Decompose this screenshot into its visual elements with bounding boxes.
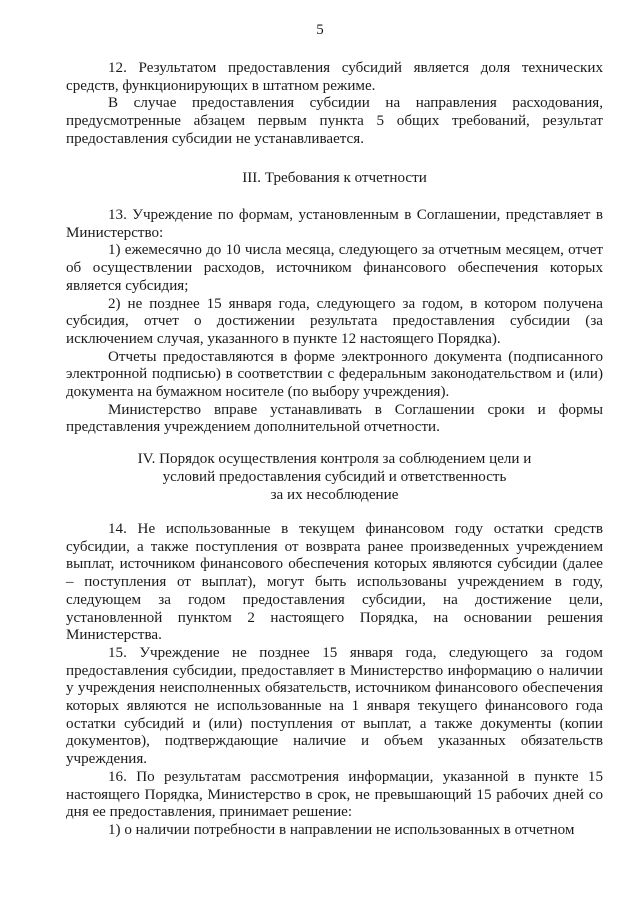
- paragraph-block-control: [66, 521, 603, 840]
- paragraph-12-note: В случае предоставления субсидии на направления расходования, предусмотренные абзацем первым пункта 5 общих требований, результат предоставления субсидии не устанавливается.: [66, 95, 603, 147]
- section-4-title-line-3: за их несоблюдение: [270, 486, 399, 503]
- paragraph-16: 16. По результатам рассмотрения информации, указанной в пункте 15 настоящего Порядка, Министерство в срок, не превышающий 15 рабочих дней со дня ее предоставления, принимает решение:: [66, 768, 603, 821]
- paragraph-14: 14. Не использованные в текущем финансовом году остатки средств субсидии, а также поступления от возврата ранее произведенных учреждением выплат, источником финансового обеспечения которых являются субсидии (далее – поступления от выплат), могут быть использованы учреждением в году, следующем за годом предоставления субсидии, на достижение цели, установленной пунктом 2 настоящего Порядка, на основании решения Министерства.: [66, 521, 603, 644]
- paragraph-13: 13. Учреждение по формам, установленным в Соглашении, представляет в Министерство:: [66, 207, 603, 241]
- section-4-title-line-2: условий предоставления субсидий и ответственность: [162, 468, 507, 485]
- paragraph-15: 15. Учреждение не позднее 15 января года, следующего за годом предоставления субсидии, предоставляет в Министерство информацию о наличии у учреждения неисполненных обязательств, источником финансового обеспечения которых являются не использованные на 1 января текущего финансового года остатки субсидий и (или) поступления от выплат, а также документы (копии документов), подтверждающие наличие и объем указанных обязательств учреждения.: [66, 644, 603, 768]
- section-3-heading: [66, 170, 603, 188]
- paragraph-13-item-2: 2) не позднее 15 января года, следующего за годом, в котором получена субсидия, отчет о достижении результата предоставления субсидии (за исключением случая, указанного в пункте 12 настоящего Порядка).: [66, 295, 603, 347]
- section-4-title-line-1: IV. Порядок осуществления контроля за соблюдением цели и: [137, 451, 532, 467]
- page-number: 5: [316, 22, 324, 38]
- paragraph-block-results: [66, 60, 603, 149]
- paragraph-block-reporting: [66, 207, 603, 437]
- paragraph-additional-reporting: Министерство вправе устанавливать в Соглашении сроки и формы представления учреждением дополнительной отчетности.: [66, 401, 603, 436]
- paragraph-16-item-1: 1) о наличии потребности в направлении не использованных в отчетном: [108, 821, 575, 838]
- paragraph-13-item-1: 1) ежемесячно до 10 числа месяца, следующего за отчетным месяцем, отчет об осуществлении расходов, источником финансового обеспечения которых является субсидия;: [66, 242, 603, 294]
- section-4-heading: [66, 451, 603, 504]
- section-3-title: III. Требования к отчетности: [242, 170, 427, 186]
- paragraph-12: 12. Результатом предоставления субсидий является доля технических средств, функционирующих в штатном режиме.: [66, 60, 603, 94]
- paragraph-reports-form: Отчеты предоставляются в форме электронного документа (подписанного электронной подписью) в соответствии с федеральным законодательством и (или) документа на бумажном носителе (по выбору учреждения).: [66, 348, 603, 401]
